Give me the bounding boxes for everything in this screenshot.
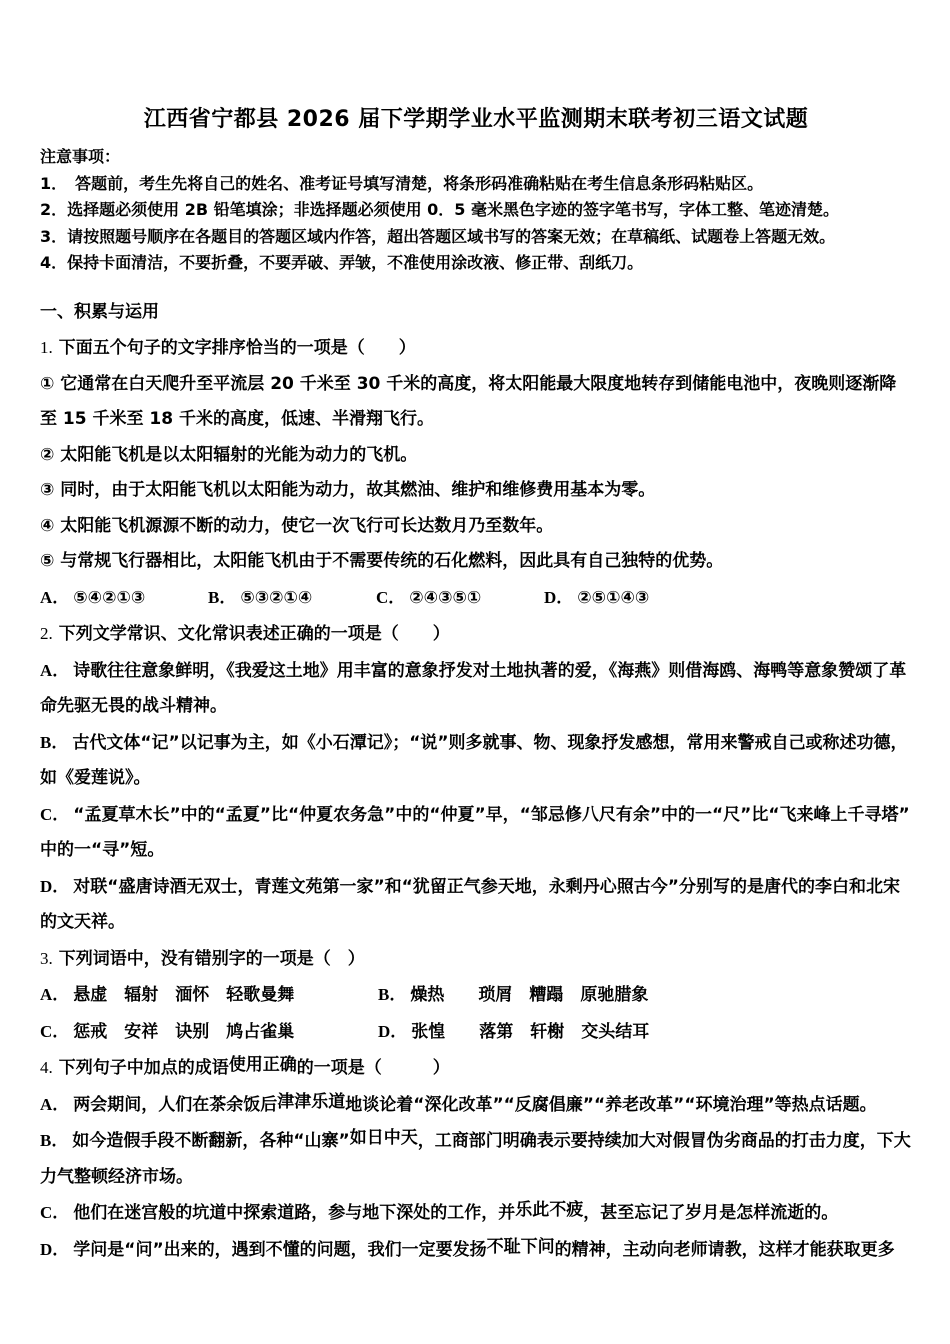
question-2-stem-text: 下列文学常识、文化常识表述正确的一项是（ ）	[58, 624, 450, 644]
option-a-text: ⑤④②①③	[73, 587, 146, 608]
question-3-stem	[40, 941, 912, 978]
option-c-label: C．	[376, 587, 406, 607]
option-b-label: B．	[40, 732, 69, 752]
option-d-suffix: 的精神，主动向老师请教，这样才能获取更多	[554, 1239, 895, 1260]
option-b-text: 古代文体“记”以记事为主，如《小石潭记》；“说”则多就事、物、现象抒发感想，常用来警戒自己或称述功德，如《爱莲说》。	[40, 732, 908, 788]
option-c	[376, 580, 544, 617]
option-a-label: A．	[40, 985, 70, 1004]
option-b	[208, 580, 376, 617]
option-b-idiom: 如日中天	[349, 1128, 418, 1147]
section-heading: 一、积累与运用	[40, 301, 159, 322]
question-2	[40, 616, 912, 941]
option-c-prefix: 他们在迷宫般的坑道中探索道路，参与地下深处的工作，并	[73, 1203, 516, 1223]
option-b	[40, 725, 912, 797]
option-a-text: 诗歌往往意象鲜明，《我爱这土地》用丰富的意象抒发对土地执著的爱，《海燕》则借海鸥、海鸭等意象赞颂了革命先驱无畏的战斗精神。	[40, 660, 907, 716]
option-b-text: ⑤③②①④	[240, 587, 313, 608]
notice-heading: 注意事项：	[40, 147, 121, 166]
option-b	[40, 1123, 912, 1195]
exam-body	[40, 295, 912, 1269]
option-b-prefix: 如今造假手段不断翻新，各种“山寨”	[72, 1131, 350, 1151]
notice-section	[40, 144, 912, 277]
sentence-item-5: ⑤ 与常规飞行器相比，太阳能飞机由于不需要传统的石化燃料，因此具有自己独特的优势。	[40, 551, 724, 571]
option-a	[40, 580, 208, 617]
option-d-label: D．	[40, 1239, 70, 1259]
option-a-prefix: 两会期间，人们在茶余饭后	[73, 1094, 278, 1115]
option-d-idiom: 不耻下问	[486, 1236, 555, 1256]
option-d-prefix: 学问是“问”出来的，遇到不懂的问题，我们一定要发扬	[73, 1239, 487, 1260]
notice-item: 4．保持卡面清洁，不要折叠，不要弄破、弄皱，不准使用涂改液、修正带、刮纸刀。	[40, 253, 644, 272]
question-4-stem	[40, 1050, 912, 1087]
option-c-idiom: 乐此不疲	[515, 1200, 584, 1219]
option-d-text: 对联“盛唐诗酒无双士，青莲文苑第一家”和“犹留正气参天地，永剩丹心照古今”分别写的是唐代的李白和北宋的文天祥。	[40, 876, 900, 932]
notice-item: 1． 答题前，考生先将自己的姓名、准考证号填写清楚，将条形码准确粘贴在考生信息条形码粘贴区。	[40, 173, 764, 193]
question-4-stem-emphasis: 使用正确	[228, 1055, 297, 1074]
option-b-suffix: ，工商部门明确表示要持续加大对假冒伪劣商品的打击力度，下大力气整顿经济市场。	[40, 1131, 911, 1187]
sentence-item-2: ② 太阳能飞机是以太阳辐射的光能为动力的飞机。	[40, 444, 418, 465]
question-3	[40, 941, 912, 1051]
page-title: 江西省宁都县 2026 届下学期学业水平监测期末联考初三语文试题	[143, 107, 809, 132]
option-d-text: ②⑤①④③	[577, 587, 650, 608]
question-4-stem-suffix: 的一项是（ ）	[296, 1058, 450, 1078]
option-b-label: B．	[40, 1131, 69, 1150]
option-d	[40, 869, 912, 941]
option-c-text: 惩戒 安祥 诀别 鸠占雀巢	[73, 1021, 295, 1042]
option-b-label: B．	[208, 587, 237, 607]
option-a-label: A．	[40, 587, 70, 607]
option-a	[40, 977, 378, 1014]
question-2-stem	[40, 616, 912, 653]
question-1-options	[40, 580, 912, 617]
option-a-suffix: 地谈论着“深化改革”“反腐倡廉”“养老改革”“环境治理”等热点话题。	[345, 1094, 877, 1115]
option-d	[378, 1014, 912, 1051]
option-d-label: D．	[378, 1021, 408, 1041]
option-c-text: “孟夏草木长”中的“孟夏”比“仲夏农务急”中的“仲夏”早，“邹忌修八尺有余”中的一“尺”比“飞来峰上千寻塔”中的一“寻”短。	[40, 804, 910, 860]
sentence-item-3: ③ 同时，由于太阳能飞机以太阳能为动力，故其燃油、维护和维修费用基本为零。	[40, 480, 656, 500]
option-d-label: D．	[544, 587, 574, 607]
option-a-idiom: 津津乐道	[277, 1091, 346, 1111]
question-4-number: 4.	[40, 1058, 53, 1077]
option-b-text: 燥热 琐屑 糟蹋 原驰腊象	[410, 985, 649, 1005]
question-3-options	[40, 977, 912, 1050]
option-c-label: C．	[40, 1203, 70, 1222]
option-a	[40, 1087, 912, 1124]
question-3-stem-text: 下列词语中，没有错别字的一项是（ ）	[58, 948, 365, 969]
option-c	[40, 1195, 912, 1232]
question-1-stem-text: 下面五个句子的文字排序恰当的一项是（ ）	[58, 338, 416, 358]
question-4-stem-prefix: 下列句子中加点的成语	[58, 1058, 229, 1078]
sentence-item-1: ① 它通常在白天爬升至平流层 20 千米至 30 千米的高度，将太阳能最大限度地转存到储能电池中，夜晚则逐渐降至 15 千米至 18 千米的高度，低速、半滑翔飞行。	[40, 373, 897, 429]
option-d-text: 张惶 落第 轩榭 交头结耳	[411, 1021, 650, 1042]
question-1-number: 1.	[40, 338, 53, 357]
sentence-item-4: ④ 太阳能飞机源源不断的动力，使它一次飞行可长达数月乃至数年。	[40, 515, 554, 536]
option-a-label: A．	[40, 660, 70, 680]
option-c-label: C．	[40, 1021, 70, 1041]
option-d	[544, 580, 649, 617]
option-b	[378, 977, 912, 1014]
option-c-suffix: ，甚至忘记了岁月是怎样流逝的。	[583, 1203, 839, 1223]
question-4	[40, 1050, 912, 1268]
notice-item: 2．选择题必须使用 2B 铅笔填涂；非选择题必须使用 0．5 毫米黑色字迹的签字笔书写，字体工整、笔迹清楚。	[40, 200, 840, 219]
option-a	[40, 653, 912, 725]
question-1-stem	[40, 330, 912, 367]
option-a-label: A．	[40, 1094, 70, 1114]
question-2-number: 2.	[40, 624, 53, 643]
option-b-label: B．	[378, 985, 407, 1004]
option-c-label: C．	[40, 804, 70, 824]
question-3-number: 3.	[40, 948, 53, 968]
option-c-text: ②④③⑤①	[409, 587, 482, 608]
option-c	[40, 1014, 378, 1051]
question-1	[40, 330, 912, 616]
notice-item: 3．请按照题号顺序在各题目的答题区域内作答，超出答题区域书写的答案无效；在草稿纸、试题卷上答题无效。	[40, 226, 836, 246]
option-a-text: 悬虚 辐射 湎怀 轻歌曼舞	[73, 985, 295, 1005]
option-c	[40, 797, 912, 869]
option-d-label: D．	[40, 876, 70, 896]
option-d	[40, 1232, 912, 1269]
